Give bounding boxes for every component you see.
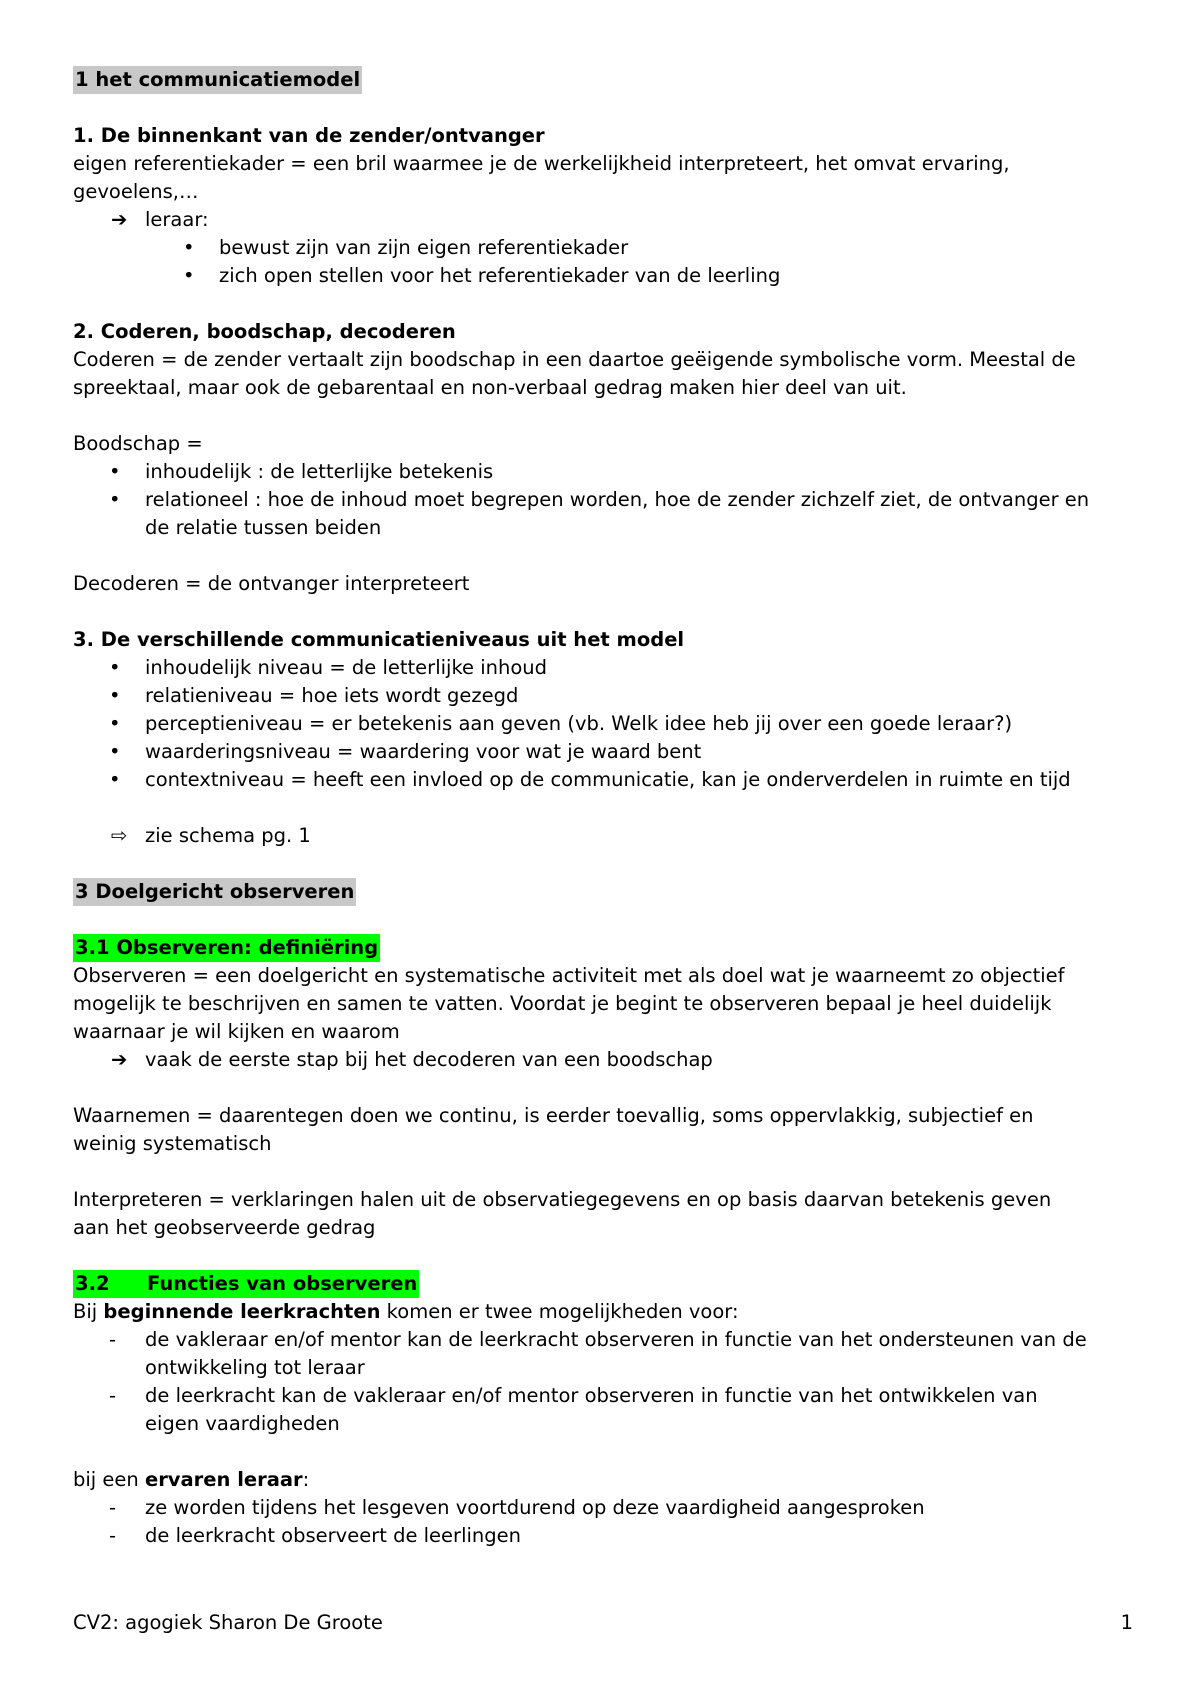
arrow-right-icon: ➔: [111, 208, 128, 231]
paragraph: Observeren = een doelgericht en systematische activiteit met als doel wat je waarneemt zo objectief: [73, 964, 1065, 987]
arrow-item: ➔ leraar:: [73, 206, 1133, 234]
document-body: [73, 66, 1133, 1550]
paragraph: gevoelens,…: [73, 180, 199, 203]
paragraph: spreektaal, maar ook de gebarentaal en non-verbaal gedrag maken hier deel van uit.: [73, 376, 907, 399]
list-item-continued: ontwikkeling tot leraar: [145, 1356, 365, 1379]
list-item: - de leerkracht kan de vakleraar en/of mentor observeren in functie van het ontwikkelen van: [73, 1382, 1133, 1410]
arrow-item: ➔ vaak de eerste stap bij het decoderen van een boodschap: [73, 1046, 1133, 1074]
bullet-icon: •: [109, 460, 121, 483]
bullet-icon: •: [109, 740, 121, 763]
footer-text: CV2: agogiek Sharon De Groote: [73, 1611, 383, 1634]
heading-3: 3. De verschillende communicatieniveaus uit het model: [73, 628, 685, 651]
list-item: • inhoudelijk : de letterlijke betekenis: [73, 458, 1133, 486]
bullet-icon: •: [109, 488, 121, 511]
dash-icon: -: [109, 1384, 117, 1407]
arrow-right-icon: ➔: [111, 1048, 128, 1071]
paragraph: Bij beginnende leerkrachten komen er twee mogelijkheden voor:: [73, 1300, 739, 1323]
paragraph: bij een ervaren leraar:: [73, 1468, 310, 1491]
bullet-icon: •: [109, 684, 121, 707]
paragraph: Interpreteren = verklaringen halen uit de observatiegegevens en op basis daarvan betekenis geven: [73, 1188, 1052, 1211]
paragraph: Coderen = de zender vertaalt zijn boodschap in een daartoe geëigende symbolische vorm. Meestal de: [73, 348, 1076, 371]
heading-3-2: 3.2 Functies van observeren: [73, 1270, 419, 1298]
dash-icon: -: [109, 1524, 117, 1547]
list-item: • perceptieniveau = er betekenis aan geven (vb. Welk idee heb jij over een goede leraar?): [73, 710, 1133, 738]
heading-3-1: 3.1 Observeren: definiëring: [73, 934, 380, 962]
list-item: - de vakleraar en/of mentor kan de leerkracht observeren in functie van het ondersteunen van de: [73, 1326, 1133, 1354]
paragraph: mogelijk te beschrijven en samen te vatten. Voordat je begint te observeren bepaal je heel duidelijk: [73, 992, 1052, 1015]
paragraph: Waarnemen = daarentegen doen we continu, is eerder toevallig, soms oppervlakkig, subjectief en: [73, 1104, 1034, 1127]
paragraph: eigen referentiekader = een bril waarmee je de werkelijkheid interpreteert, het omvat ervaring,: [73, 152, 1010, 175]
heading-1: 1. De binnenkant van de zender/ontvanger: [73, 124, 545, 147]
list-item: • bewust zijn van zijn eigen referentiekader: [73, 234, 1133, 262]
list-item: • relatieniveau = hoe iets wordt gezegd: [73, 682, 1133, 710]
paragraph: Decoderen = de ontvanger interpreteert: [73, 572, 470, 595]
list-item: • relationeel : hoe de inhoud moet begrepen worden, hoe de zender zichzelf ziet, de ontvanger en: [73, 486, 1133, 514]
bullet-icon: •: [183, 264, 195, 287]
section-title-1: 1 het communicatiemodel: [73, 66, 362, 94]
paragraph: weinig systematisch: [73, 1132, 272, 1155]
dash-icon: -: [109, 1328, 117, 1351]
bullet-icon: •: [109, 656, 121, 679]
dash-icon: -: [109, 1496, 117, 1519]
paragraph: Boodschap =: [73, 432, 203, 455]
list-item: • zich open stellen voor het referentiekader van de leerling: [73, 262, 1133, 290]
heading-2: 2. Coderen, boodschap, decoderen: [73, 320, 456, 343]
outline-arrow-icon: ⇨: [111, 824, 128, 847]
bullet-icon: •: [109, 768, 121, 791]
list-item: • waarderingsniveau = waardering voor wat je waard bent: [73, 738, 1133, 766]
arrow-item: ⇨ zie schema pg. 1: [73, 822, 1133, 850]
list-item-continued: de relatie tussen beiden: [145, 516, 382, 539]
paragraph: waarnaar je wil kijken en waarom: [73, 1020, 400, 1043]
bullet-icon: •: [183, 236, 195, 259]
page-footer: [73, 1609, 1133, 1637]
list-item-continued: eigen vaardigheden: [145, 1412, 340, 1435]
page-number: 1: [1120, 1611, 1133, 1634]
list-item: - ze worden tijdens het lesgeven voortdurend op deze vaardigheid aangesproken: [73, 1494, 1133, 1522]
paragraph: aan het geobserveerde gedrag: [73, 1216, 376, 1239]
section-title-3: 3 Doelgericht observeren: [73, 878, 356, 906]
list-item: • contextniveau = heeft een invloed op de communicatie, kan je onderverdelen in ruimte en tijd: [73, 766, 1133, 794]
bullet-icon: •: [109, 712, 121, 735]
list-item: - de leerkracht observeert de leerlingen: [73, 1522, 1133, 1550]
list-item: • inhoudelijk niveau = de letterlijke inhoud: [73, 654, 1133, 682]
